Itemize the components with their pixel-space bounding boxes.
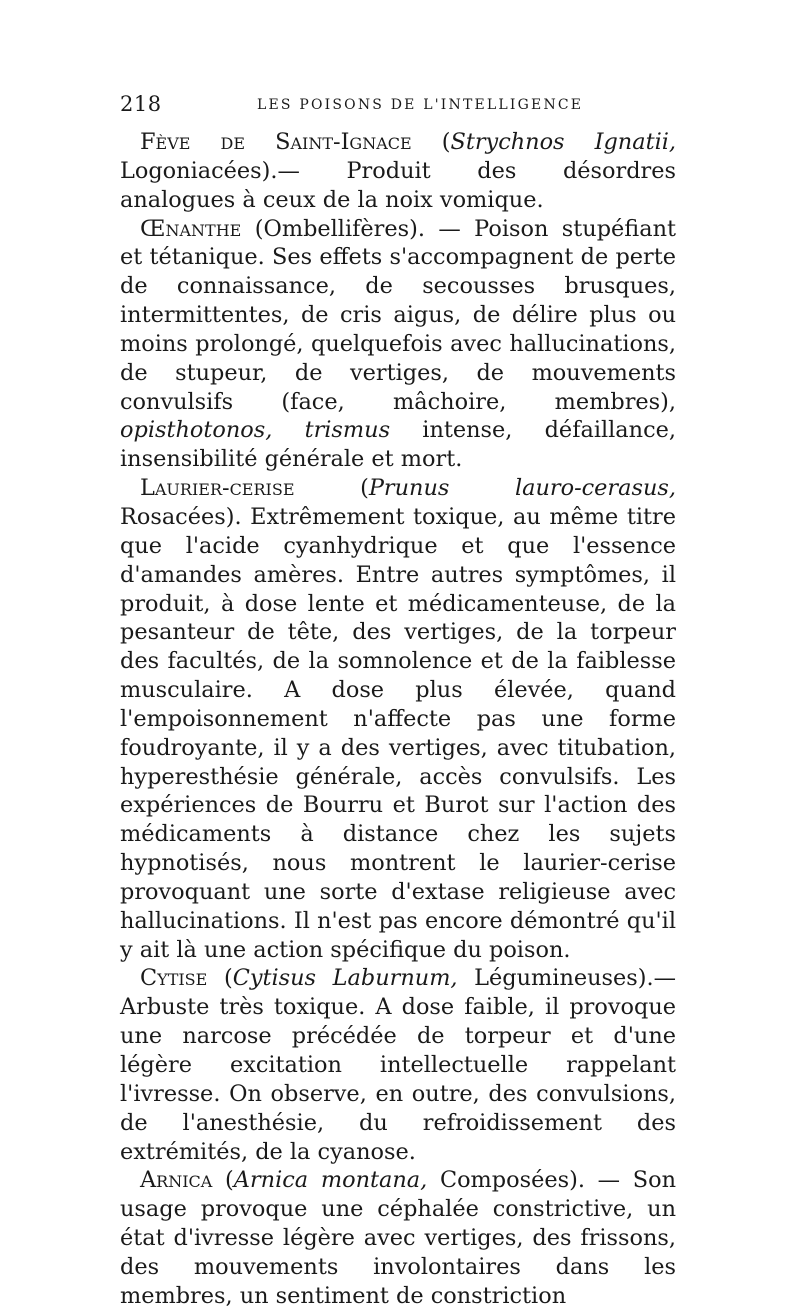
entry-family: Logoniacées). xyxy=(120,157,278,184)
entry-feve-de-saint-ignace xyxy=(120,128,676,215)
running-title: LES POISONS DE L'INTELLIGENCE xyxy=(257,97,584,113)
entry-term: Laurier-cerise xyxy=(140,475,295,502)
entry-term: Fève de Saint-Ignace xyxy=(140,129,412,155)
entry-latin-name: Arnica montana, xyxy=(233,1167,428,1194)
page-number: 218 xyxy=(120,92,162,116)
entry-term: Arnica xyxy=(140,1167,213,1194)
page-body xyxy=(120,128,676,1311)
entry-text: intense, défaillance, insensibilité générale et mort. xyxy=(120,417,676,473)
entry-paren: ( xyxy=(207,965,233,992)
entry-latin-name: Prunus lauro-cerasus, xyxy=(368,475,677,502)
entry-laurier-cerise xyxy=(120,474,676,964)
entry-cytise xyxy=(120,964,676,1166)
entry-latin-name: Strychnos Ignatii, xyxy=(450,129,677,155)
entry-text: Légumineuses).—Arbuste très toxique. A dose faible, il provoque une narcose précédée de torpeur et d'une légère excitation intellectuelle rappelant l'ivresse. On observe, en outre, des convulsions, de l'anesthésie, du refroidissement des extrémités, de la cyanose. xyxy=(120,965,677,1165)
entry-arnica xyxy=(120,1166,676,1310)
entry-oenanthe xyxy=(120,215,676,475)
entry-term: Cytise xyxy=(140,965,208,992)
entry-text: Composées). — Son usage provoque une céphalée constrictive, un état d'ivresse légère avec vertiges, des frissons, des mouvements involontaires dans les membres, un sentiment de constriction xyxy=(120,1167,676,1309)
entry-term: Œnanthe xyxy=(140,215,242,242)
entry-latin-name: Cytisus Laburnum, xyxy=(232,965,458,992)
page-header xyxy=(120,92,680,122)
entry-paren: ( xyxy=(212,1167,234,1194)
entry-text: — Produit des désordres analogues à ceux de la noix vomique. xyxy=(120,157,676,213)
entry-paren: ( xyxy=(411,129,451,155)
entry-text: (Ombellifères). — Poison stupéfiant et tétanique. Ses effets s'accompagnent de perte de connaissance, de secousses brusques, intermittentes, de cris aigus, de délire plus ou moins prolongé, quelquefois avec hallucinations, de stupeur, de vertiges, de mouvements convulsifs (face, mâchoire, membres), xyxy=(120,215,676,415)
entry-text: Rosacées). Extrêmement toxique, au même titre que l'acide cyanhydrique et que l'essence d'amandes amères. Entre autres symptômes, il produit, à dose lente et médicamenteuse, de la pesanteur de tête, des vertiges, de la torpeur des facultés, de la somnolence et de la faiblesse musculaire. A dose plus élevée, quand l'empoisonnement n'affecte pas une forme foudroyante, il y a des vertiges, avec titubation, hyperesthésie générale, accès convulsifs. Les expériences de Bourru et Burot sur l'action des médicaments à distance chez les sujets hypnotisés, nous montrent le laurier-cerise provoquant une sorte d'extase religieuse avec hallucinations. Il n'est pas encore démontré qu'il y ait là une action spécifique du poison. xyxy=(120,503,676,963)
entry-italic-terms: opisthotonos, trismus xyxy=(120,417,391,444)
entry-paren: ( xyxy=(294,475,369,502)
